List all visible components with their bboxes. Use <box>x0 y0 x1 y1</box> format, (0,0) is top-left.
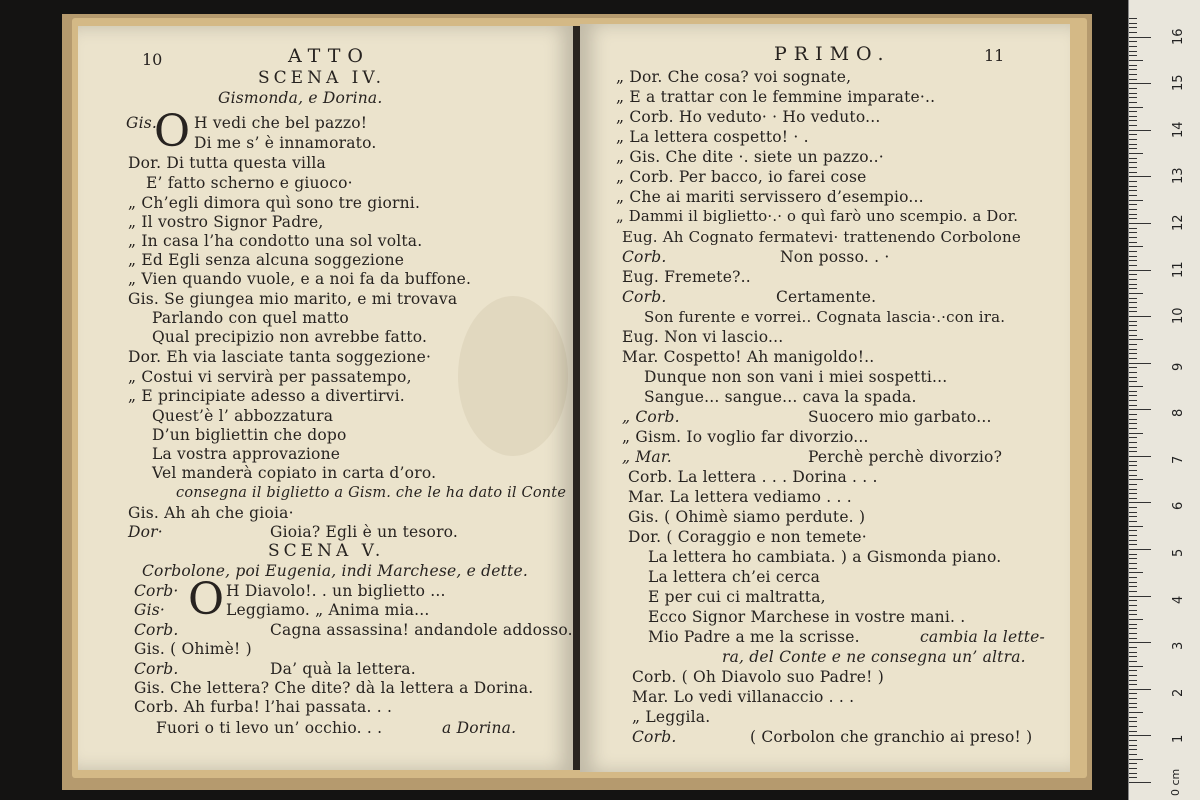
text-line: ( Corbolon che granchio ai preso! ) <box>750 728 1033 746</box>
dropcap-o: O <box>154 106 191 157</box>
text-line: „ Gism. Io voglio far divorzio... <box>622 428 869 446</box>
text-line: H Diavolo!. . un biglietto ... <box>226 582 446 600</box>
ruler-tick <box>1129 670 1137 671</box>
ruler-tick <box>1129 32 1137 33</box>
ruler-tick <box>1129 498 1137 499</box>
ruler-number: 2 <box>1171 688 1186 697</box>
speaker-label: Corb. <box>134 621 179 639</box>
ruler-tick <box>1129 270 1151 271</box>
ruler-tick <box>1129 638 1137 639</box>
ruler-tick <box>1129 544 1137 545</box>
ruler-tick <box>1129 55 1137 56</box>
ruler-tick <box>1129 600 1137 601</box>
stage-direction: cambia la lette- <box>920 628 1045 646</box>
speaker-label: „ Mar. <box>622 448 672 466</box>
ruler-tick <box>1129 218 1137 219</box>
ruler-tick <box>1129 18 1137 19</box>
text-line: Ecco Signor Marchese in vostre mani. . <box>648 608 966 626</box>
ruler-tick <box>1129 186 1137 187</box>
ruler-tick <box>1129 279 1137 280</box>
ruler-tick <box>1129 442 1137 443</box>
ruler-tick <box>1129 130 1151 131</box>
ruler-tick <box>1129 204 1137 205</box>
text-line: La lettera ho cambiata. ) a Gismonda piano. <box>648 548 1002 566</box>
text-line: „ Vien quando vuole, e a noi fa da buffone. <box>128 270 472 288</box>
scene-iv-characters: Gismonda, e Dorina. <box>218 89 383 107</box>
text-line: „ In casa l’ha condotto una sol volta. <box>128 232 423 250</box>
ruler-tick <box>1129 377 1137 378</box>
ruler-number: 8 <box>1171 409 1186 418</box>
ruler-tick <box>1129 111 1137 112</box>
speaker-label: Corb. <box>622 288 667 306</box>
ruler-tick <box>1129 27 1137 28</box>
ruler-tick <box>1129 572 1143 573</box>
ruler-tick <box>1129 153 1143 154</box>
ruler-tick <box>1129 134 1137 135</box>
ruler-tick <box>1129 311 1137 312</box>
ruler-tick <box>1129 684 1137 685</box>
stage-direction: consegna il biglietto a Gism. che le ha dato il Conte <box>176 485 567 501</box>
ruler-tick <box>1129 158 1137 159</box>
ruler-tick <box>1129 596 1151 597</box>
ruler-tick <box>1129 298 1137 299</box>
text-line: Vel manderà copiato in carta d’oro. <box>152 464 437 482</box>
text-line: Gis. Ah ah che gioia· <box>128 504 294 522</box>
scene-v-title: SCENA V. <box>268 541 385 561</box>
ruler-tick <box>1129 717 1137 718</box>
scene-iv-title: SCENA IV. <box>258 68 386 88</box>
ruler-tick <box>1129 200 1143 201</box>
ruler-tick <box>1129 624 1137 625</box>
ruler-tick <box>1129 60 1143 61</box>
ruler-tick <box>1129 65 1137 66</box>
ruler-number: 14 <box>1171 121 1186 138</box>
ruler-number: 16 <box>1171 28 1186 45</box>
ruler-tick <box>1129 223 1151 224</box>
ruler-tick <box>1129 237 1137 238</box>
ruler-tick <box>1129 335 1137 336</box>
text-line: „ Gis. Che dite ·. siete un pazzo..· <box>616 148 884 166</box>
ruler-tick <box>1129 633 1137 634</box>
text-line: „ Dammi il biglietto·.· o quì farò uno scempio. a Dor. <box>616 208 1019 225</box>
stage-direction: a Dorina. <box>442 719 517 737</box>
ruler-tick <box>1129 428 1137 429</box>
text-line: H vedi che bel pazzo! <box>194 114 368 132</box>
ruler-tick <box>1129 391 1137 392</box>
text-line: Corb. Ah furba! l’hai passata. . . <box>134 698 393 716</box>
ruler-tick <box>1129 83 1151 84</box>
page-number-left: 10 <box>142 50 163 69</box>
ruler-tick <box>1129 419 1137 420</box>
ruler-tick <box>1129 330 1137 331</box>
ruler-tick <box>1129 712 1143 713</box>
ruler-tick <box>1129 23 1137 24</box>
speaker-label: Dor· <box>128 523 163 541</box>
text-line: Di me s’ è innamorato. <box>194 134 377 152</box>
ruler-tick <box>1129 302 1137 303</box>
ruler-tick <box>1129 470 1137 471</box>
ruler-tick <box>1129 232 1137 233</box>
text-line: D’un bigliettin che dopo <box>152 426 347 444</box>
ruler-tick <box>1129 316 1151 317</box>
ruler-tick <box>1129 516 1137 517</box>
ruler-tick <box>1129 540 1137 541</box>
text-line: Mar. Cospetto! Ah manigoldo!.. <box>622 348 875 366</box>
ruler-tick <box>1129 172 1137 173</box>
stage-direction: ra, del Conte e ne consegna un’ altra. <box>722 648 1026 666</box>
text-line: „ Ch’egli dimora quì sono tre giorni. <box>128 194 421 212</box>
ruler-tick <box>1129 647 1137 648</box>
text-line: Corb. La lettera . . . Dorina . . . <box>628 468 878 486</box>
ruler-number: 6 <box>1171 502 1186 511</box>
ruler-tick <box>1129 125 1137 126</box>
ruler-number: 15 <box>1171 74 1186 92</box>
ruler-number: 12 <box>1171 214 1186 231</box>
text-line: Dunque non son vani i miei sospetti... <box>644 368 948 386</box>
ruler-tick <box>1129 97 1137 98</box>
ruler-tick <box>1129 414 1137 415</box>
ruler-tick <box>1129 703 1137 704</box>
ruler-number: 9 <box>1171 362 1186 371</box>
ruler-tick <box>1129 79 1137 80</box>
text-line: Mar. La lettera vediamo . . . <box>628 488 852 506</box>
ruler-tick <box>1129 554 1137 555</box>
ruler-tick <box>1129 693 1137 694</box>
ruler-tick <box>1129 381 1137 382</box>
ruler-tick <box>1129 41 1137 42</box>
ruler-tick <box>1129 321 1137 322</box>
ruler-tick <box>1129 680 1137 681</box>
ruler-number: 4 <box>1171 595 1186 604</box>
text-line: Quest’è l’ abbozzatura <box>152 407 334 425</box>
text-line: Gis. ( Ohimè siamo perdute. ) <box>628 508 866 526</box>
ruler-tick <box>1129 582 1137 583</box>
text-line: „ Corb. Per bacco, io farei cose <box>616 168 867 186</box>
ruler-tick <box>1129 619 1143 620</box>
ruler-tick <box>1129 190 1137 191</box>
text-line: Dor. Di tutta questa villa <box>128 154 326 172</box>
text-line: Qual precipizio non avrebbe fatto. <box>152 328 428 346</box>
text-line: Son furente e vorrei.. Cognata lascia·.·con ira. <box>644 308 1006 326</box>
text-line: Sangue... sangue... cava la spada. <box>644 388 917 406</box>
ruler-tick <box>1129 642 1151 643</box>
text-line: „ Leggila. <box>632 708 711 726</box>
ruler-tick <box>1129 433 1143 434</box>
ruler-tick <box>1129 782 1151 783</box>
ruler-tick <box>1129 344 1137 345</box>
ruler-tick <box>1129 763 1137 764</box>
ruler-number: 3 <box>1171 641 1186 651</box>
ruler-tick <box>1129 558 1137 559</box>
ruler-number: 11 <box>1171 261 1186 278</box>
ruler-tick <box>1129 195 1137 196</box>
text-line: Eug. Fremete?.. <box>622 268 751 286</box>
ruler-tick <box>1129 228 1137 229</box>
ruler-number: 5 <box>1171 548 1186 558</box>
ruler-tick <box>1129 353 1137 354</box>
ruler-tick <box>1129 93 1137 94</box>
text-line: „ La lettera cospetto! · . <box>616 128 809 146</box>
running-head-left: ATTO <box>288 45 370 67</box>
ruler-tick <box>1129 563 1137 564</box>
ruler-tick <box>1129 167 1137 168</box>
ruler-tick <box>1129 652 1137 653</box>
ruler-tick <box>1129 395 1137 396</box>
text-line: Mio Padre a me la scrisse. <box>648 628 860 646</box>
ruler-tick <box>1129 260 1137 261</box>
text-line: Perchè perchè divorzio? <box>808 448 1003 466</box>
ruler-tick <box>1129 689 1151 690</box>
ruler-tick <box>1129 493 1137 494</box>
speaker-label: Corb. <box>622 248 667 266</box>
ruler-tick <box>1129 423 1137 424</box>
ruler-tick <box>1129 293 1143 294</box>
text-line: Gioia? Egli è un tesoro. <box>270 523 459 541</box>
ruler-tick <box>1129 242 1137 243</box>
ruler-tick <box>1129 284 1137 285</box>
ruler-tick <box>1129 405 1137 406</box>
ruler-tick <box>1129 400 1137 401</box>
ruler-tick <box>1129 358 1137 359</box>
text-line: „ Corb. Ho veduto· · Ho veduto... <box>616 108 881 126</box>
ruler-tick <box>1129 502 1151 503</box>
ruler-tick <box>1129 526 1143 527</box>
ruler-tick <box>1129 628 1137 629</box>
left-page <box>78 26 574 770</box>
text-line: „ Costui vi servirà per passatempo, <box>128 368 412 386</box>
ruler-tick <box>1129 176 1151 177</box>
text-line: E per cui ci maltratta, <box>648 588 826 606</box>
speaker-label: Corb· <box>134 582 179 600</box>
scene-v-characters: Corbolone, poi Eugenia, indi Marchese, e dette. <box>142 562 528 580</box>
ruler-tick <box>1129 461 1137 462</box>
ruler-tick <box>1129 731 1137 732</box>
ruler-tick <box>1129 288 1137 289</box>
ruler-tick <box>1129 46 1137 47</box>
text-line: Gis. Che lettera? Che dite? dà la lettera a Dorina. <box>134 679 534 697</box>
ruler-tick <box>1129 367 1137 368</box>
ruler-tick <box>1129 675 1137 676</box>
text-line: Non posso. . · <box>780 248 890 266</box>
ruler-tick <box>1129 372 1137 373</box>
text-line: Da’ quà la lettera. <box>270 660 416 678</box>
ruler-tick <box>1129 209 1137 210</box>
ruler-tick <box>1129 447 1137 448</box>
ruler-tick <box>1129 363 1151 364</box>
ruler-tick <box>1129 735 1151 736</box>
ruler-tick <box>1129 74 1137 75</box>
text-line: „ Il vostro Signor Padre, <box>128 213 324 231</box>
ruler-tick <box>1129 754 1137 755</box>
ruler-tick <box>1129 246 1143 247</box>
text-line: Eug. Ah Cognato fermatevi· trattenendo Corbolone <box>622 228 1021 246</box>
text-line: Parlando con quel matto <box>152 309 349 327</box>
speaker-label: Gis. <box>126 114 158 132</box>
ruler-tick <box>1129 484 1137 485</box>
text-line: E’ fatto scherno e giuoco· <box>146 174 353 192</box>
ruler-tick <box>1129 749 1137 750</box>
ruler-tick <box>1129 530 1137 531</box>
ruler-tick <box>1129 51 1137 52</box>
ruler-tick <box>1129 116 1137 117</box>
page-number-right: 11 <box>984 46 1005 65</box>
ruler-tick <box>1129 339 1143 340</box>
ruler-tick <box>1129 605 1137 606</box>
ruler-tick <box>1129 451 1137 452</box>
ruler-tick <box>1129 386 1143 387</box>
ruler-tick <box>1129 768 1137 769</box>
text-line: „ Dor. Che cosa? voi sognate, <box>616 68 852 86</box>
ruler-tick <box>1129 214 1137 215</box>
text-line: Mar. Lo vedi villanaccio . . . <box>632 688 855 706</box>
ruler-tick <box>1129 586 1137 587</box>
ruler-tick <box>1129 707 1137 708</box>
speaker-label: Gis· <box>134 601 166 619</box>
paper-stain <box>458 296 568 456</box>
text-line: La lettera ch’ei cerca <box>648 568 821 586</box>
ruler-tick <box>1129 661 1137 662</box>
ruler-tick <box>1129 437 1137 438</box>
ruler-tick <box>1129 162 1137 163</box>
speaker-label: Corb. <box>134 660 179 678</box>
dropcap-o: O <box>188 574 225 625</box>
ruler-tick <box>1129 102 1137 103</box>
ruler-number: 7 <box>1171 455 1186 464</box>
ruler-tick <box>1129 465 1137 466</box>
ruler-tick <box>1129 568 1137 569</box>
ruler-tick <box>1129 120 1137 121</box>
text-line: Gis. Se giungea mio marito, e mi trovava <box>128 290 458 308</box>
ruler-tick <box>1129 698 1137 699</box>
text-line: Leggiamo. „ Anima mia... <box>226 601 430 619</box>
text-line: „ E a trattar con le femmine imparate·.. <box>616 88 936 106</box>
ruler-tick <box>1129 591 1137 592</box>
ruler-tick <box>1129 721 1137 722</box>
ruler-tick <box>1129 610 1137 611</box>
text-line: Gis. ( Ohimè! ) <box>134 640 252 658</box>
ruler-number: 13 <box>1171 167 1186 185</box>
text-line: Cagna assassina! andandole addosso. <box>270 621 573 639</box>
text-line: Suocero mio garbato... <box>808 408 992 426</box>
ruler-tick <box>1129 726 1137 727</box>
ruler-tick <box>1129 549 1151 550</box>
ruler-tick <box>1129 139 1137 140</box>
ruler-tick <box>1129 265 1137 266</box>
ruler-tick <box>1129 325 1137 326</box>
text-line: Dor. Eh via lasciate tanta soggezione· <box>128 348 432 366</box>
ruler-tick <box>1129 745 1137 746</box>
ruler-tick <box>1129 251 1137 252</box>
ruler-tick <box>1129 535 1137 536</box>
text-line: „ Ed Egli senza alcuna soggezione <box>128 251 405 269</box>
ruler-tick <box>1129 409 1151 410</box>
ruler-tick <box>1129 489 1137 490</box>
ruler-tick <box>1129 475 1137 476</box>
ruler-tick <box>1129 37 1151 38</box>
ruler-tick <box>1129 521 1137 522</box>
ruler-tick <box>1129 456 1151 457</box>
speaker-label: Corb. <box>632 728 677 746</box>
text-line: Eug. Non vi lascio... <box>622 328 784 346</box>
ruler-tick <box>1129 777 1137 778</box>
text-line: „ E principiate adesso a divertirvi. <box>128 387 405 405</box>
ruler-tick <box>1129 107 1143 108</box>
ruler-tick <box>1129 256 1137 257</box>
text-line: Certamente. <box>776 288 877 306</box>
ruler-tick <box>1129 148 1137 149</box>
ruler-number: 10 <box>1171 307 1186 325</box>
ruler-tick <box>1129 740 1137 741</box>
ruler-tick <box>1129 512 1137 513</box>
ruler-tick <box>1129 656 1137 657</box>
running-head-right: PRIMO. <box>774 43 891 65</box>
ruler-tick <box>1129 181 1137 182</box>
ruler-tick <box>1129 759 1143 760</box>
ruler-tick <box>1129 614 1137 615</box>
ruler-tick <box>1129 307 1137 308</box>
text-line: Corb. ( Oh Diavolo suo Padre! ) <box>632 668 884 686</box>
ruler-tick <box>1129 274 1137 275</box>
text-line: Fuori o ti levo un’ occhio. . . <box>156 719 383 737</box>
ruler-number: 1 <box>1171 735 1186 744</box>
speaker-label: „ Corb. <box>622 408 680 426</box>
ruler-tick <box>1129 479 1143 480</box>
ruler-tick <box>1129 507 1137 508</box>
text-line: Dor. ( Coraggio e non temete· <box>628 528 867 546</box>
ruler-tick <box>1129 577 1137 578</box>
ruler-tick <box>1129 349 1137 350</box>
ruler-tick <box>1129 144 1137 145</box>
ruler-tick <box>1129 773 1137 774</box>
ruler-tick <box>1129 88 1137 89</box>
right-page <box>580 24 1070 772</box>
text-line: „ Che ai mariti servissero d’esempio... <box>616 188 924 206</box>
ruler-tick <box>1129 69 1137 70</box>
text-line: La vostra approvazione <box>152 445 341 463</box>
ruler-tick <box>1129 666 1143 667</box>
measurement-ruler <box>1128 0 1200 800</box>
ruler-unit-label: 0 cm <box>1169 768 1182 796</box>
